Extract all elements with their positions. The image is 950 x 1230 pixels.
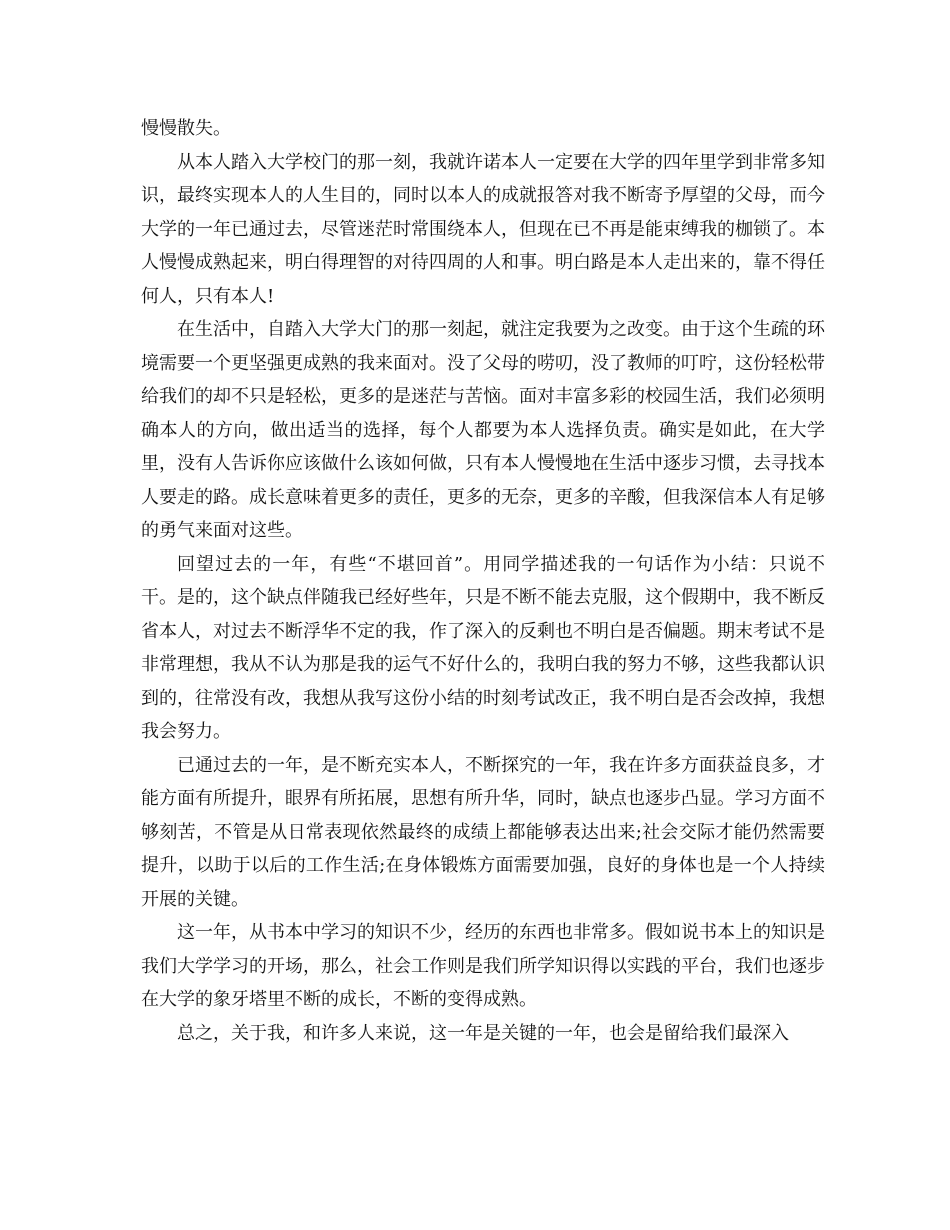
paragraph-looking-back: 回望过去的一年，有些“不堪回首”。用同学描述我的一句话作为小结：只说不干。是的，这个缺点伴随我已经好些年，只是不断不能去克服，这个假期中，我不断反省本人，对过去不断浮华不定的我，作了深入的反剩也不明白是否偏题。期末考试不是非常理想，我从不认为那是我的运气不好什么的，我明白我的努力不够，这些我都认识到的，往常没有改，我想从我写这份小结的时刻考试改正，我不明白是否会改掉，我想我会努力。 bbox=[141, 553, 825, 742]
paragraph-college-life: 在生活中，自踏入大学大门的那一刻起，就注定我要为之改变。由于这个生疏的环境需要一个更坚强更成熟的我来面对。没了父母的唠叨，没了教师的叮咛，这份轻松带给我们的却不只是轻松，更多的是迷茫与苦恼。面对丰富多彩的校园生活，我们必须明确本人的方向，做出适当的选择，每个人都要为本人选择负责。确实是如此，在大学里，没有人告诉你应该做什么该如何做，只有本人慢慢地在生活中逐步习惯，去寻找本人要走的路。成长意味着更多的责任，更多的无奈，更多的辛酸，但我深信本人有足够的勇气来面对这些。 bbox=[141, 319, 825, 541]
paragraph-continuation: 慢慢散失。 bbox=[141, 118, 231, 139]
document-page bbox=[141, 112, 825, 1050]
paragraph-learning: 这一年，从书本中学习的知识不少，经历的东西也非常多。假如说书本上的知识是我们大学学习的开场，那么，社会工作则是我们所学知识得以实践的平台，我们也逐步在大学的象牙塔里不断的成长，不断的变得成熟。 bbox=[141, 922, 825, 1010]
paragraph-freshman-vow: 从本人踏入大学校门的那一刻，我就许诺本人一定要在大学的四年里学到非常多知识，最终实现本人的人生目的，同时以本人的成就报答对我不断寄予厚望的父母，而今大学的一年已通过去，尽管迷茫时常围绕本人，但现在已不再是能束缚我的枷锁了。本人慢慢成熟起来，明白得理智的对待四周的人和事。明白路是本人走出来的，靠不得任何人，只有本人! bbox=[141, 151, 825, 307]
paragraph-conclusion: 总之，关于我，和许多人来说，这一年是关键的一年，也会是留给我们最深入 bbox=[177, 1022, 789, 1044]
paragraph-past-year-gains: 已通过去的一年，是不断充实本人，不断探究的一年，我在许多方面获益良多，才能方面有所提升，眼界有所拓展，思想有所升华，同时，缺点也逐步凸显。学习方面不够刻苦，不管是从日常表现依然最终的成绩上都能够表达出来;社会交际才能仍然需要提升，以助于以后的工作生活;在身体锻炼方面需要加强，良好的身体也是一个人持续开展的关键。 bbox=[141, 754, 825, 910]
